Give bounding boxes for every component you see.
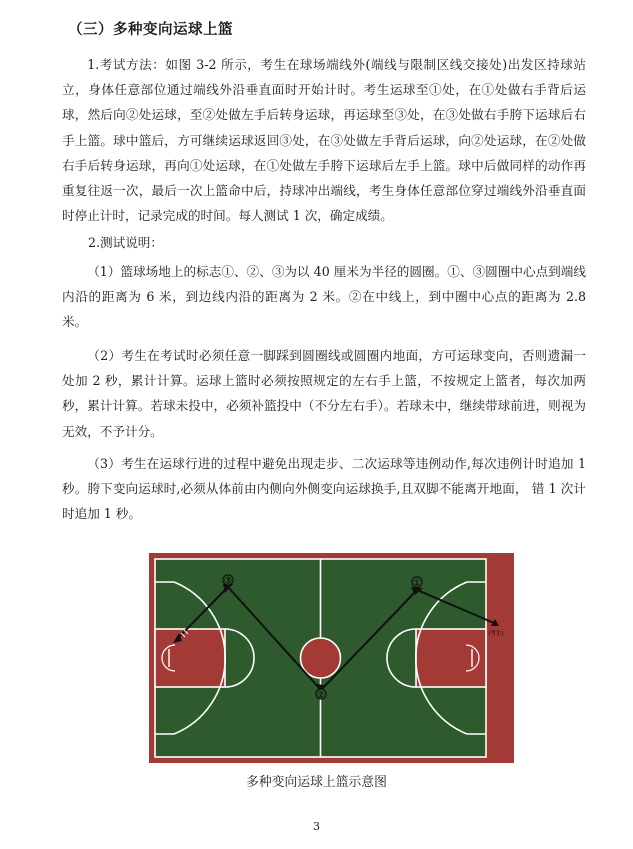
center-circle <box>301 638 341 678</box>
figure-caption: 多种变向运球上篮示意图 <box>246 775 387 790</box>
court-svg <box>149 553 514 763</box>
marker-2-label: ② <box>316 690 326 701</box>
notes-heading: 2.测试说明： <box>88 235 163 250</box>
note-1-paragraph: （1）篮球场地上的标志①、②、③为以 40 厘米为半径的圆圈。①、③圆圈中心点到端线内沿的距离为 6 米，到边线内沿的距离为 2 米。②在中线上，到中圈中心点的距离为 2.8 米。 <box>62 264 586 330</box>
right-paint <box>416 629 486 687</box>
method-paragraph: 1.考试方法：如图 3-2 所示，考生在球场端线外(端线与限制区线交接处)出发区持球站立，身体任意部位通过端线外沿垂直面时开始计时。考生运球至①处，在①处做右手背后运球，然后向②处运球，至②处做左手后转身运球，再运球至③处，在③处做右手胯下运球后右手上篮。球中篮后，方可继续运球返回③处，在③处做左手背后运球，向②处运球，在②处做右手后转身运球，再向①处运球，在①处做左手胯下运球后左手上篮。球中后做同样的动作再重复往返一次，最后一次上篮命中后，持球冲出端线，考生身体任意部位穿过端线外沿垂直面时停止计时，记录完成的时间。每人测试 1 次，确定成绩。 <box>62 57 586 224</box>
court-diagram <box>149 553 514 763</box>
note-2-paragraph: （2）考生在考试时必须任意一脚踩到圆圈线或圆圈内地面，方可运球变向，否则遗漏一处加 2 秒，累计计算。运球上篮时必须按照规定的左右手上篮，不按规定上篮者，每次加两秒，累计计算。若球未投中，必须补篮投中（不分左右手）。若球未中，继续带球前进，则视为无效，不予计分。 <box>62 348 586 439</box>
note-3-paragraph: （3）考生在运球行进的过程中避免出现走步、二次运球等违例动作,每次违例计时追加 1 秒。胯下变向运球时,必须从体前由内侧向外侧变向运球换手,且双脚不能离开地面， 错 1 次计时追加 1 秒。 <box>62 456 586 522</box>
start-label: (考生) <box>488 631 504 637</box>
page-number: 3 <box>313 820 320 833</box>
left-paint <box>155 629 225 687</box>
section-title: （三）多种变向运球上篮 <box>68 21 233 38</box>
marker-3-label: ③ <box>223 576 233 587</box>
marker-1-label: ① <box>412 578 422 589</box>
